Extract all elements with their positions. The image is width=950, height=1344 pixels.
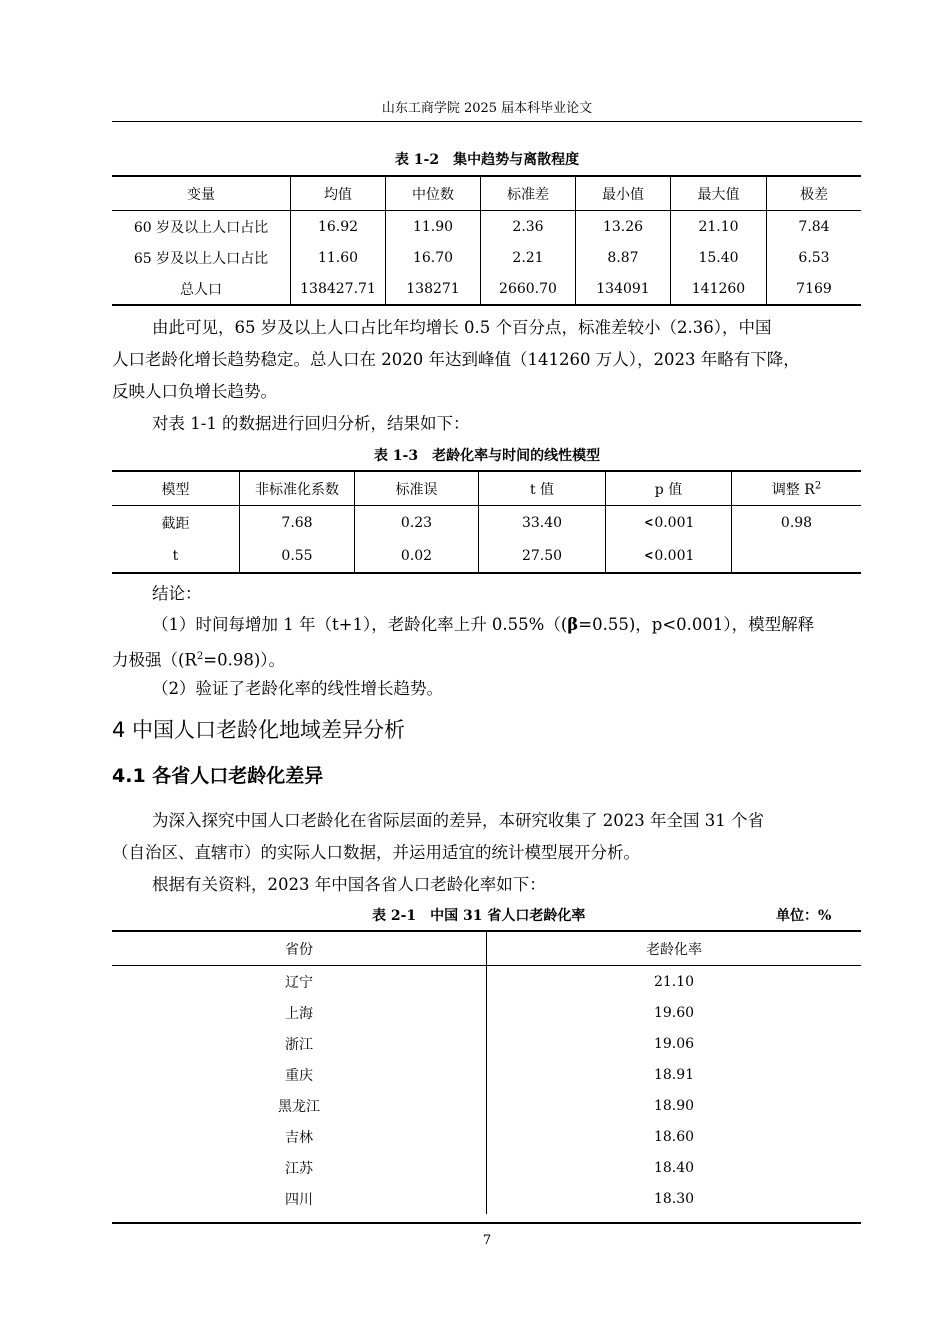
cell: 33.40 (479, 506, 606, 540)
p-value: 0.001 (654, 514, 695, 531)
cell: 16.70 (386, 242, 481, 273)
col-header: 标准差 (481, 176, 576, 211)
cell: t (112, 539, 240, 573)
paragraph-line: 为深入探究中国人口老龄化在省际层面的差异，本研究收集了 2023 年全国 31 个省 (152, 811, 764, 830)
cell: 0.23 (355, 506, 479, 540)
table-row (112, 211, 861, 243)
cell: 2660.70 (481, 273, 576, 305)
cell: 141260 (671, 273, 767, 305)
table-row (112, 1121, 861, 1152)
col-header: 中位数 (386, 176, 481, 211)
cell (606, 539, 732, 573)
cell: 11.60 (291, 242, 386, 273)
col-header: 极差 (767, 176, 862, 211)
cell: 65 岁及以上人口占比 (133, 250, 269, 267)
conclusion-item-2: （2）验证了老龄化率的线性增长趋势。 (152, 679, 443, 698)
cell: 19.60 (487, 997, 862, 1028)
table-header-row (112, 471, 861, 506)
table-row (112, 1183, 861, 1214)
cell: 138271 (386, 273, 481, 305)
text-segment: 力极强（(R (112, 650, 197, 670)
table-row (112, 1059, 861, 1090)
table-1-3 (112, 470, 861, 574)
table-1-2-caption: 表 1-2 集中趋势与离散程度 (394, 152, 580, 168)
cell (606, 506, 732, 540)
col-header: t 值 (479, 471, 606, 506)
adj-r-label: 调整 R (771, 481, 815, 498)
cell: 7169 (767, 273, 862, 305)
cell: 27.50 (479, 539, 606, 573)
cell (732, 539, 862, 573)
cell: 18.90 (487, 1090, 862, 1121)
col-header: 模型 (112, 471, 240, 506)
cell: 0.98 (732, 506, 862, 540)
col-header: p 值 (606, 471, 732, 506)
cell: 黑龙江 (278, 1098, 320, 1115)
beta-symbol: β (567, 615, 579, 634)
cell: 截距 (161, 515, 190, 532)
paragraph: 对表 1-1 的数据进行回归分析，结果如下： (152, 414, 470, 433)
table-row (112, 539, 861, 573)
text-segment: （1）时间每增加 1 年（t+1），老龄化率上升 0.55%（( (152, 615, 568, 634)
cell: 134091 (576, 273, 671, 305)
cell: 2.36 (481, 211, 576, 243)
table-header-row (112, 176, 861, 211)
table-1-3-caption: 表 1-3 老龄化率与时间的线性模型 (373, 448, 601, 464)
col-header: 非标准化系数 (240, 471, 355, 506)
cell: 13.26 (576, 211, 671, 243)
cell: 15.40 (671, 242, 767, 273)
table-2-1-bottom-rule (112, 1222, 861, 1224)
table-row (112, 273, 861, 305)
cell: 辽宁 (285, 974, 313, 991)
col-header: 变量 (112, 176, 291, 211)
table-row (112, 1090, 861, 1121)
col-header: 省份 (112, 931, 487, 966)
cell: 18.30 (487, 1183, 862, 1214)
page-number: 7 (482, 1233, 492, 1248)
cell: 21.10 (487, 966, 862, 998)
section-heading: 4 中国人口老龄化地域差异分析 (112, 718, 406, 742)
col-header: 最小值 (576, 176, 671, 211)
conclusion-item-1 (152, 609, 814, 641)
col-header: 老龄化率 (487, 931, 862, 966)
table-2-1-caption: 表 2-1 中国 31 省人口老龄化率 (372, 908, 586, 924)
table-2-1 (112, 930, 861, 1214)
conclusion-item-1-cont (112, 641, 285, 677)
cell: 18.60 (487, 1121, 862, 1152)
header-rule (112, 121, 862, 122)
table-row (112, 1028, 861, 1059)
paragraph-line: （自治区、直辖市）的实际人口数据，并运用适宜的统计模型展开分析。 (112, 843, 640, 862)
text-segment: =0.55)，p<0.001），模型解释 (578, 615, 815, 634)
cell: 6.53 (767, 242, 862, 273)
cell: 8.87 (576, 242, 671, 273)
table-row (112, 997, 861, 1028)
running-header: 山东工商学院 2025 届本科毕业论文 (381, 101, 593, 116)
table-1-2 (112, 175, 861, 306)
cell: 0.55 (240, 539, 355, 573)
superscript: 2 (196, 651, 204, 662)
table-header-row (112, 931, 861, 966)
cell: 上海 (285, 1005, 313, 1022)
cell: 21.10 (671, 211, 767, 243)
conclusion-label: 结论： (152, 584, 202, 603)
subsection-heading: 4.1 各省人口老龄化差异 (112, 765, 324, 787)
table-row (112, 242, 861, 273)
cell: 江苏 (285, 1160, 313, 1177)
cell: 138427.71 (291, 273, 386, 305)
p-value: 0.001 (654, 547, 695, 564)
cell: 19.06 (487, 1028, 862, 1059)
cell: 0.02 (355, 539, 479, 573)
col-header (732, 471, 862, 506)
paragraph-line: 由此可见，65 岁及以上人口占比年均增长 0.5 个百分点，标准差较小（2.36），中国 (152, 318, 772, 337)
table-row (112, 966, 861, 998)
cell: 2.21 (481, 242, 576, 273)
less-than-sign: < (643, 548, 654, 563)
cell: 重庆 (285, 1067, 313, 1084)
cell: 吉林 (285, 1129, 313, 1146)
cell: 浙江 (285, 1036, 313, 1053)
cell: 四川 (285, 1191, 313, 1208)
paragraph-line: 人口老龄化增长趋势稳定。总人口在 2020 年达到峰值（141260 万人），2023 年略有下降， (112, 350, 800, 369)
paragraph: 根据有关资料，2023 年中国各省人口老龄化率如下： (152, 875, 546, 894)
less-than-sign: < (643, 515, 654, 530)
table-row (112, 1152, 861, 1183)
col-header: 最大值 (671, 176, 767, 211)
cell: 7.68 (240, 506, 355, 540)
cell: 18.91 (487, 1059, 862, 1090)
cell: 11.90 (386, 211, 481, 243)
col-header: 均值 (291, 176, 386, 211)
table-row (112, 506, 861, 540)
cell: 16.92 (291, 211, 386, 243)
cell: 总人口 (112, 273, 291, 305)
superscript: 2 (814, 479, 822, 491)
text-segment: =0.98)）。 (203, 650, 286, 670)
cell: 60 岁及以上人口占比 (133, 219, 269, 236)
cell: 7.84 (767, 211, 862, 243)
cell: 18.40 (487, 1152, 862, 1183)
paragraph-line: 反映人口负增长趋势。 (112, 382, 277, 401)
table-2-1-unit: 单位：% (776, 908, 832, 924)
col-header: 标准误 (355, 471, 479, 506)
